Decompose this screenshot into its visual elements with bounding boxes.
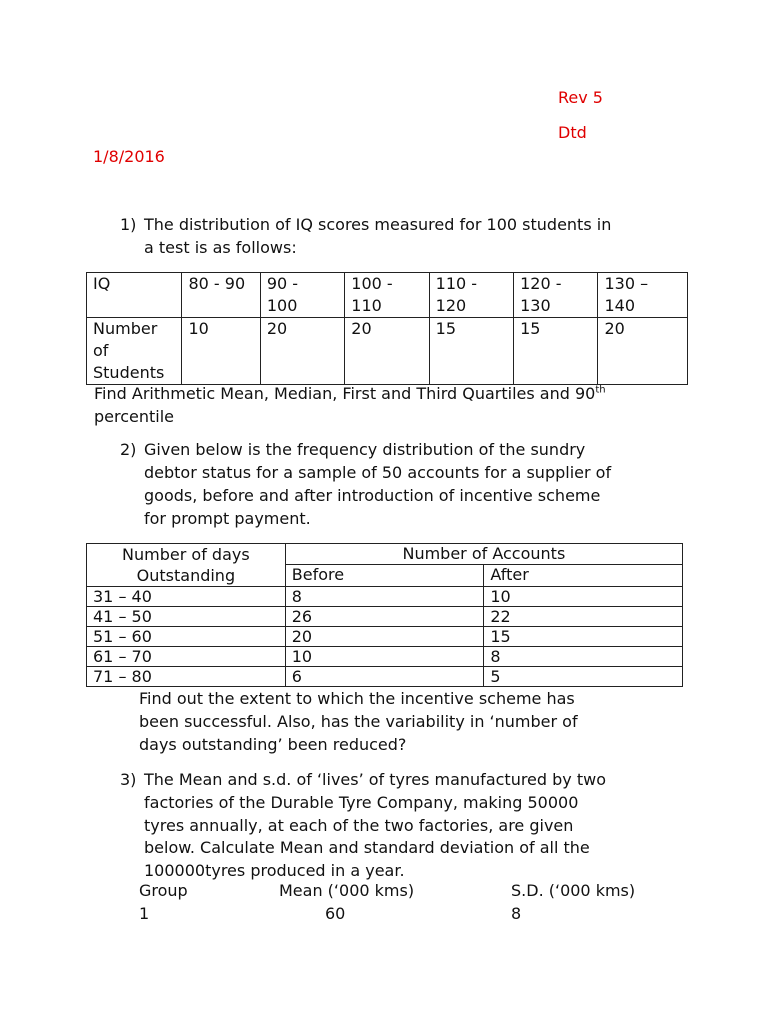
before-cell: 6 [285,667,484,687]
q3-text-line-3: tyres annually, at each of the two factories, are given [144,816,574,835]
date-label: 1/8/2016 [93,147,165,166]
q2-text-line-4: for prompt payment. [144,509,311,528]
table-row [87,587,683,607]
iq-class-cell: 90 - 100 [260,273,344,318]
accounts-header-cell: Number of Accounts [285,544,682,565]
q1-text-line-1: The distribution of IQ scores measured for 100 students in [144,215,612,234]
days-cell: 71 – 80 [87,667,286,687]
after-cell: 15 [484,627,683,647]
mean-column-header: Mean (‘000 kms) [279,881,415,900]
q3-text-line-4: below. Calculate Mean and standard deviation of all the [144,838,590,857]
students-count-cell: 10 [182,318,260,385]
days-cell: 51 – 60 [87,627,286,647]
days-cell: 31 – 40 [87,587,286,607]
after-cell: 5 [484,667,683,687]
students-row [87,318,688,385]
q3-number: 3) [120,770,137,789]
q1-text-line-2: a test is as follows: [144,238,297,257]
table-row [87,647,683,667]
iq-class-cell: 80 - 90 [182,273,260,318]
q2-text-line-1: Given below is the frequency distribution of the sundry [144,440,586,459]
before-cell: 10 [285,647,484,667]
q2-followup-line-2: been successful. Also, has the variability in ‘number of [139,712,578,731]
students-count-cell: 15 [429,318,513,385]
accounts-header-row [87,544,683,565]
days-header-cell: Number of days Outstanding [87,544,286,587]
q3-text-line-1: The Mean and s.d. of ‘lives’ of tyres manufactured by two [144,770,606,789]
q3-text-line-5: 100000tyres produced in a year. [144,861,405,880]
sd-column-header: S.D. (‘000 kms) [511,881,636,900]
students-count-cell: 15 [514,318,598,385]
revision-label: Rev 5 [558,88,603,107]
before-cell: 26 [285,607,484,627]
group-value: 1 [139,904,150,923]
iq-class-cell: 100 - 110 [345,273,429,318]
students-count-cell: 20 [598,318,688,385]
q2-text-line-3: goods, before and after introduction of incentive scheme [144,486,601,505]
q1-instruction-line-2: percentile [94,407,175,426]
after-cell: 10 [484,587,683,607]
q1-number: 1) [120,215,137,234]
students-header-cell: Number of Students [87,318,182,385]
table-row [87,627,683,647]
table-row [87,667,683,687]
iq-class-cell: 120 - 130 [514,273,598,318]
students-count-cell: 20 [260,318,344,385]
q2-followup-line-1: Find out the extent to which the incentive scheme has [139,689,575,708]
accounts-table [86,543,683,687]
sd-value: 8 [511,904,522,923]
q1-instruction-line-1: Find Arithmetic Mean, Median, First and Third Quartiles and 90th [94,384,606,403]
days-cell: 61 – 70 [87,647,286,667]
q2-number: 2) [120,440,137,459]
before-cell: 20 [285,627,484,647]
q3-text-line-2: factories of the Durable Tyre Company, making 50000 [144,793,579,812]
mean-value: 60 [325,904,346,923]
q2-text-line-2: debtor status for a sample of 50 accounts for a supplier of [144,463,612,482]
after-cell: 22 [484,607,683,627]
before-header-cell: Before [285,565,484,587]
table-row [87,607,683,627]
days-cell: 41 – 50 [87,607,286,627]
iq-row [87,273,688,318]
students-count-cell: 20 [345,318,429,385]
q2-followup-line-3: days outstanding’ been reduced? [139,735,407,754]
before-cell: 8 [285,587,484,607]
after-header-cell: After [484,565,683,587]
iq-class-cell: 130 – 140 [598,273,688,318]
iq-header-cell: IQ [87,273,182,318]
dtd-label: Dtd [558,123,587,142]
after-cell: 8 [484,647,683,667]
group-column-header: Group [139,881,188,900]
iq-class-cell: 110 - 120 [429,273,513,318]
iq-table [86,272,688,385]
